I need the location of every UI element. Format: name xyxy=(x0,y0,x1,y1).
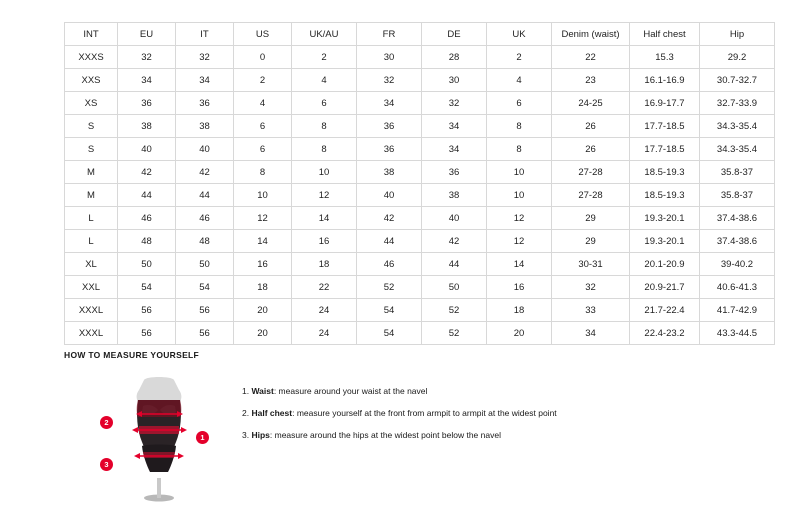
cell-eu: 56 xyxy=(118,322,176,345)
note-term-waist: Waist xyxy=(251,386,274,396)
cell-uk-au: 24 xyxy=(292,299,357,322)
cell-eu: 50 xyxy=(118,253,176,276)
column-header-denim-waist: Denim (waist) xyxy=(552,23,630,46)
cell-half-chest: 17.7-18.5 xyxy=(630,138,700,161)
cell-hip: 41.7-42.9 xyxy=(700,299,775,322)
table-row xyxy=(65,69,775,92)
cell-fr: 34 xyxy=(357,92,422,115)
cell-de: 52 xyxy=(422,322,487,345)
column-header-int: INT xyxy=(65,23,118,46)
cell-int: M xyxy=(65,161,118,184)
cell-half-chest: 17.7-18.5 xyxy=(630,115,700,138)
hips-marker-badge: 3 xyxy=(100,458,113,471)
cell-de: 30 xyxy=(422,69,487,92)
cell-uk: 18 xyxy=(487,299,552,322)
cell-de: 32 xyxy=(422,92,487,115)
cell-de: 44 xyxy=(422,253,487,276)
measure-note-waist xyxy=(242,386,557,397)
cell-int: XXXL xyxy=(65,299,118,322)
cell-it: 56 xyxy=(176,322,234,345)
column-header-uk-au: UK/AU xyxy=(292,23,357,46)
cell-eu: 44 xyxy=(118,184,176,207)
cell-uk-au: 8 xyxy=(292,115,357,138)
cell-uk: 16 xyxy=(487,276,552,299)
mannequin-icon xyxy=(122,374,196,502)
cell-it: 34 xyxy=(176,69,234,92)
cell-int: S xyxy=(65,115,118,138)
measure-notes-list xyxy=(242,374,557,452)
cell-us: 0 xyxy=(234,46,292,69)
column-header-us: US xyxy=(234,23,292,46)
cell-denim: 27-28 xyxy=(552,161,630,184)
cell-int: L xyxy=(65,207,118,230)
cell-denim: 26 xyxy=(552,115,630,138)
cell-eu: 36 xyxy=(118,92,176,115)
note-term-hips: Hips xyxy=(251,430,270,441)
cell-de: 34 xyxy=(422,115,487,138)
cell-half-chest: 20.1-20.9 xyxy=(630,253,700,276)
cell-int: XXS xyxy=(65,69,118,92)
cell-eu: 46 xyxy=(118,207,176,230)
cell-uk: 6 xyxy=(487,92,552,115)
cell-us: 10 xyxy=(234,184,292,207)
cell-fr: 30 xyxy=(357,46,422,69)
cell-de: 28 xyxy=(422,46,487,69)
cell-int: XL xyxy=(65,253,118,276)
cell-de: 38 xyxy=(422,184,487,207)
table-row xyxy=(65,322,775,345)
cell-de: 40 xyxy=(422,207,487,230)
cell-half-chest: 19.3-20.1 xyxy=(630,207,700,230)
cell-hip: 32.7-33.9 xyxy=(700,92,775,115)
cell-hip: 29.2 xyxy=(700,46,775,69)
note-index-1: 1. xyxy=(242,386,250,396)
cell-hip: 34.3-35.4 xyxy=(700,115,775,138)
cell-it: 32 xyxy=(176,46,234,69)
cell-it: 38 xyxy=(176,115,234,138)
cell-denim: 34 xyxy=(552,322,630,345)
cell-fr: 32 xyxy=(357,69,422,92)
cell-hip: 37.4-38.6 xyxy=(700,230,775,253)
how-to-measure-body xyxy=(64,374,734,504)
cell-denim: 33 xyxy=(552,299,630,322)
cell-us: 14 xyxy=(234,230,292,253)
cell-us: 16 xyxy=(234,253,292,276)
cell-fr: 52 xyxy=(357,276,422,299)
cell-eu: 40 xyxy=(118,138,176,161)
cell-de: 42 xyxy=(422,230,487,253)
table-row xyxy=(65,184,775,207)
cell-fr: 38 xyxy=(357,161,422,184)
cell-uk: 4 xyxy=(487,69,552,92)
how-to-measure-title: HOW TO MEASURE YOURSELF xyxy=(64,350,200,360)
cell-de: 50 xyxy=(422,276,487,299)
cell-fr: 36 xyxy=(357,138,422,161)
table-row xyxy=(65,138,775,161)
cell-hip: 40.6-41.3 xyxy=(700,276,775,299)
cell-denim: 29 xyxy=(552,207,630,230)
cell-int: XS xyxy=(65,92,118,115)
cell-hip: 37.4-38.6 xyxy=(700,207,775,230)
cell-fr: 40 xyxy=(357,184,422,207)
cell-it: 54 xyxy=(176,276,234,299)
cell-int: L xyxy=(65,230,118,253)
cell-int: S xyxy=(65,138,118,161)
cell-denim: 24-25 xyxy=(552,92,630,115)
cell-hip: 30.7-32.7 xyxy=(700,69,775,92)
cell-uk: 12 xyxy=(487,230,552,253)
note-text-waist: : measure around your waist at the navel xyxy=(273,386,428,396)
column-header-eu: EU xyxy=(118,23,176,46)
cell-denim: 23 xyxy=(552,69,630,92)
cell-half-chest: 21.7-22.4 xyxy=(630,299,700,322)
cell-it: 46 xyxy=(176,207,234,230)
cell-half-chest: 19.3-20.1 xyxy=(630,230,700,253)
cell-us: 2 xyxy=(234,69,292,92)
cell-fr: 36 xyxy=(357,115,422,138)
table-row xyxy=(65,46,775,69)
note-index-3: 3. xyxy=(242,430,250,441)
cell-half-chest: 22.4-23.2 xyxy=(630,322,700,345)
table-row xyxy=(65,161,775,184)
cell-denim: 27-28 xyxy=(552,184,630,207)
cell-it: 48 xyxy=(176,230,234,253)
note-index-2: 2. xyxy=(242,408,250,419)
cell-uk-au: 16 xyxy=(292,230,357,253)
size-chart-table-container xyxy=(64,22,758,345)
cell-uk-au: 14 xyxy=(292,207,357,230)
cell-denim: 32 xyxy=(552,276,630,299)
cell-eu: 32 xyxy=(118,46,176,69)
cell-fr: 54 xyxy=(357,322,422,345)
cell-int: XXXS xyxy=(65,46,118,69)
note-text-half-chest: : measure yourself at the front from armpit to armpit at the widest point xyxy=(292,408,557,419)
cell-int: M xyxy=(65,184,118,207)
cell-uk-au: 2 xyxy=(292,46,357,69)
cell-it: 36 xyxy=(176,92,234,115)
cell-uk-au: 10 xyxy=(292,161,357,184)
cell-denim: 22 xyxy=(552,46,630,69)
cell-half-chest: 18.5-19.3 xyxy=(630,161,700,184)
mannequin-figure xyxy=(100,374,220,504)
column-header-fr: FR xyxy=(357,23,422,46)
cell-us: 20 xyxy=(234,299,292,322)
cell-uk-au: 6 xyxy=(292,92,357,115)
cell-half-chest: 16.9-17.7 xyxy=(630,92,700,115)
column-header-half-chest: Half chest xyxy=(630,23,700,46)
cell-it: 42 xyxy=(176,161,234,184)
cell-uk-au: 12 xyxy=(292,184,357,207)
table-row xyxy=(65,253,775,276)
cell-it: 50 xyxy=(176,253,234,276)
cell-eu: 42 xyxy=(118,161,176,184)
cell-eu: 38 xyxy=(118,115,176,138)
cell-fr: 42 xyxy=(357,207,422,230)
cell-denim: 26 xyxy=(552,138,630,161)
cell-fr: 46 xyxy=(357,253,422,276)
cell-hip: 35.8-37 xyxy=(700,184,775,207)
cell-it: 40 xyxy=(176,138,234,161)
cell-denim: 29 xyxy=(552,230,630,253)
note-text-hips: : measure around the hips at the widest point below the navel xyxy=(269,430,501,441)
cell-de: 34 xyxy=(422,138,487,161)
cell-half-chest: 16.1-16.9 xyxy=(630,69,700,92)
cell-it: 44 xyxy=(176,184,234,207)
cell-us: 6 xyxy=(234,115,292,138)
cell-uk-au: 24 xyxy=(292,322,357,345)
cell-uk: 14 xyxy=(487,253,552,276)
table-row xyxy=(65,276,775,299)
column-header-it: IT xyxy=(176,23,234,46)
cell-hip: 39-40.2 xyxy=(700,253,775,276)
cell-uk: 12 xyxy=(487,207,552,230)
cell-hip: 35.8-37 xyxy=(700,161,775,184)
cell-it: 56 xyxy=(176,299,234,322)
cell-us: 18 xyxy=(234,276,292,299)
note-term-half-chest: Half chest xyxy=(251,408,293,419)
cell-uk: 10 xyxy=(487,161,552,184)
cell-de: 52 xyxy=(422,299,487,322)
cell-us: 8 xyxy=(234,161,292,184)
cell-fr: 54 xyxy=(357,299,422,322)
cell-us: 4 xyxy=(234,92,292,115)
half-chest-marker-badge: 2 xyxy=(100,416,113,429)
table-header-row xyxy=(65,23,775,46)
table-row xyxy=(65,115,775,138)
cell-uk: 8 xyxy=(487,115,552,138)
cell-eu: 34 xyxy=(118,69,176,92)
cell-int: XXXL xyxy=(65,322,118,345)
cell-uk-au: 18 xyxy=(292,253,357,276)
column-header-uk: UK xyxy=(487,23,552,46)
cell-uk: 20 xyxy=(487,322,552,345)
cell-fr: 44 xyxy=(357,230,422,253)
cell-us: 20 xyxy=(234,322,292,345)
column-header-de: DE xyxy=(422,23,487,46)
cell-half-chest: 20.9-21.7 xyxy=(630,276,700,299)
measure-note-half-chest xyxy=(242,408,557,419)
cell-eu: 54 xyxy=(118,276,176,299)
cell-denim: 30-31 xyxy=(552,253,630,276)
table-row xyxy=(65,299,775,322)
cell-eu: 56 xyxy=(118,299,176,322)
size-chart-table xyxy=(64,22,775,345)
cell-uk: 10 xyxy=(487,184,552,207)
cell-int: XXL xyxy=(65,276,118,299)
waist-marker-badge: 1 xyxy=(196,431,209,444)
column-header-hip: Hip xyxy=(700,23,775,46)
cell-half-chest: 15.3 xyxy=(630,46,700,69)
table-row xyxy=(65,92,775,115)
cell-uk-au: 8 xyxy=(292,138,357,161)
cell-eu: 48 xyxy=(118,230,176,253)
cell-half-chest: 18.5-19.3 xyxy=(630,184,700,207)
measure-note-hips xyxy=(242,430,557,441)
table-row xyxy=(65,207,775,230)
cell-hip: 34.3-35.4 xyxy=(700,138,775,161)
cell-uk: 8 xyxy=(487,138,552,161)
how-to-measure-section xyxy=(64,350,734,504)
cell-uk-au: 22 xyxy=(292,276,357,299)
cell-hip: 43.3-44.5 xyxy=(700,322,775,345)
cell-us: 6 xyxy=(234,138,292,161)
cell-uk-au: 4 xyxy=(292,69,357,92)
cell-de: 36 xyxy=(422,161,487,184)
cell-us: 12 xyxy=(234,207,292,230)
table-row xyxy=(65,230,775,253)
cell-uk: 2 xyxy=(487,46,552,69)
